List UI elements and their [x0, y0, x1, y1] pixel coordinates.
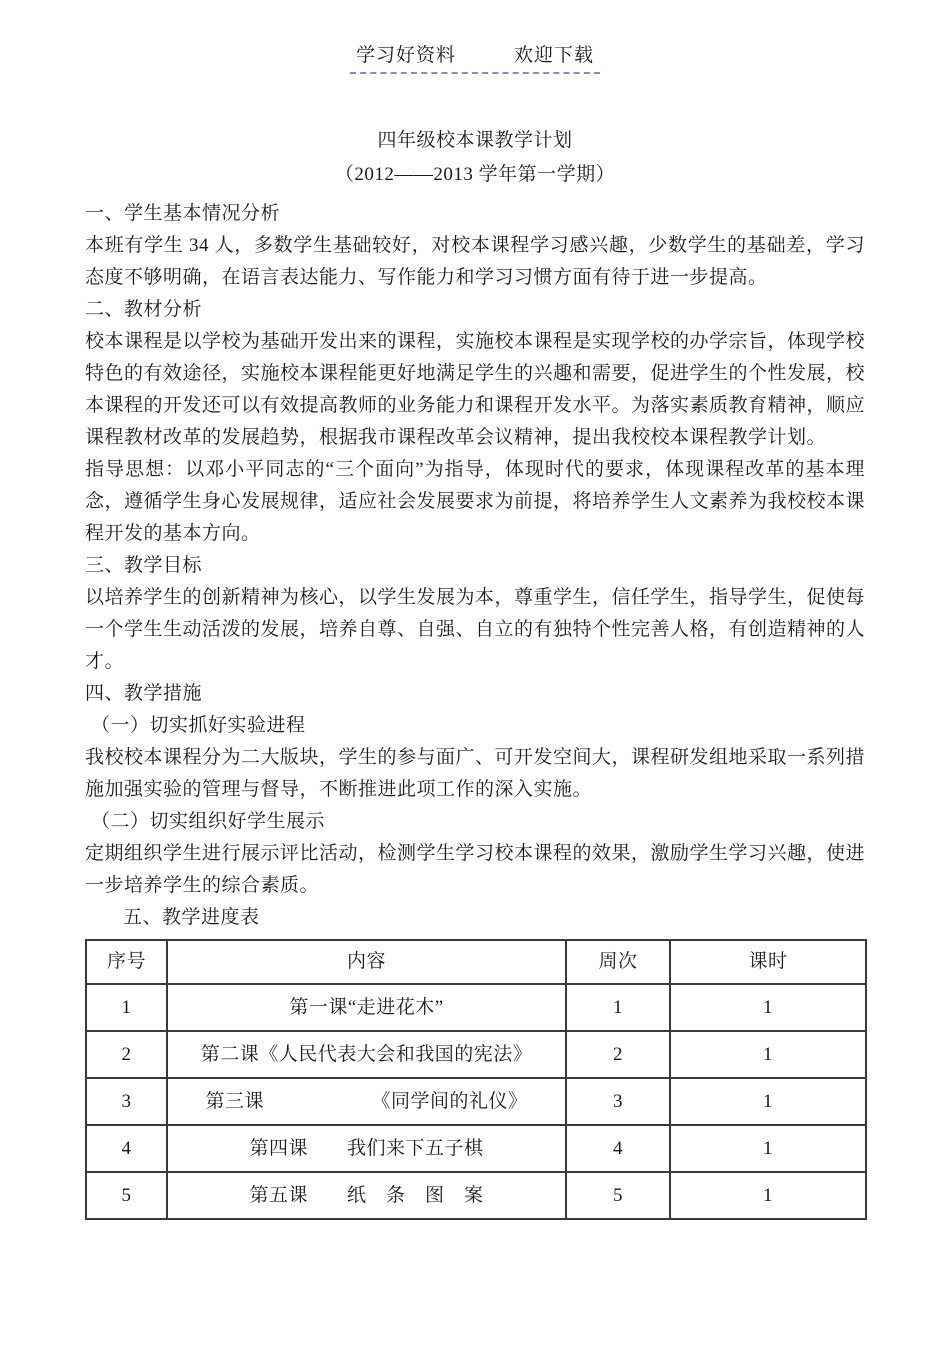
paragraph-measure-1: 我校校本课程分为二大版块，学生的参与面广、可开发空间大，课程研发组地采取一系列措施加强实验的管理与督导，不断推进此项工作的深入实施。 [85, 747, 866, 800]
section-heading-2: 二、教材分析 [85, 299, 203, 320]
cell-hours: 1 [670, 1078, 866, 1125]
cell-hours: 1 [670, 1172, 866, 1219]
cell-week: 4 [566, 1125, 670, 1172]
paragraph-guiding-ideology: 指导思想：以邓小平同志的“三个面向”为指导，体现时代的要求，体现课程改革的基本理念，遵循学生身心发展规律，适应社会发展要求为前提，将培养学生人文素养为我校校本课程开发的基本方向。 [85, 459, 866, 544]
cell-content: 第一课“走进花木” [167, 984, 566, 1031]
running-header-underline [350, 40, 600, 74]
cell-week: 3 [566, 1078, 670, 1125]
table-row [86, 1031, 866, 1078]
cell-week: 2 [566, 1031, 670, 1078]
teaching-schedule-table [85, 939, 867, 1220]
cell-content: 第二课《人民代表大会和我国的宪法》 [167, 1031, 566, 1078]
section-heading-5: 五、教学进度表 [123, 907, 260, 928]
table-row [86, 984, 866, 1031]
section-heading-4: 四、教学措施 [85, 683, 203, 704]
cell-number: 1 [86, 984, 167, 1031]
cell-week: 5 [566, 1172, 670, 1219]
page-running-header [0, 40, 950, 74]
cell-hours: 1 [670, 1125, 866, 1172]
cell-number: 5 [86, 1172, 167, 1219]
paragraph-student-analysis: 本班有学生 34 人，多数学生基础较好，对校本课程学习感兴趣，少数学生的基础差，学习态度不够明确，在语言表达能力、写作能力和学习习惯方面有待于进一步提高。 [85, 235, 865, 288]
subsection-heading-1: （一）切实抓好实验进程 [91, 715, 306, 736]
section-heading-1: 一、学生基本情况分析 [85, 203, 281, 224]
table-row [86, 1078, 866, 1125]
column-header-content: 内容 [167, 940, 566, 984]
document-subtitle: （2012——2013 学年第一学期） [334, 164, 616, 185]
column-header-number: 序号 [86, 940, 167, 984]
cell-hours: 1 [670, 1031, 866, 1078]
header-right-label: 欢迎下载 [514, 45, 595, 66]
cell-number: 3 [86, 1078, 167, 1125]
cell-content: 第三课 《同学间的礼仪》 [167, 1078, 566, 1125]
document-title: 四年级校本课教学计划 [377, 130, 573, 151]
cell-week: 1 [566, 984, 670, 1031]
body-blocks [85, 198, 865, 934]
paragraph-teaching-goals: 以培养学生的创新精神为核心，以学生发展为本，尊重学生，信任学生，指导学生，促使每一个学生生动活泼的发展，培养自尊、自强、自立的有独特个性完善人格，有创造精神的人才。 [85, 587, 866, 672]
table-row [86, 1125, 866, 1172]
column-header-hours: 课时 [670, 940, 866, 984]
table-header-row [86, 940, 866, 984]
header-left-label: 学习好资料 [355, 45, 456, 66]
paragraph-material-analysis: 校本课程是以学校为基础开发出来的课程，实施校本课程是实现学校的办学宗旨，体现学校特色的有效途径，实施校本课程能更好地满足学生的兴趣和需要，促进学生的个性发展，校本课程的开发还可以有效提高教师的业务能力和课程开发水平。为落实素质教育精神，顺应课程教材改革的发展趋势，根据我市课程改革会议精神，提出我校校本课程教学计划。 [85, 331, 866, 448]
paragraph-measure-2: 定期组织学生进行展示评比活动，检测学生学习校本课程的效果，激励学生学习兴趣，使进一步培养学生的综合素质。 [85, 843, 866, 896]
document-body [85, 124, 865, 1220]
cell-hours: 1 [670, 984, 866, 1031]
subsection-heading-2: （二）切实组织好学生展示 [91, 811, 326, 832]
section-heading-3: 三、教学目标 [85, 555, 203, 576]
column-header-week: 周次 [566, 940, 670, 984]
cell-number: 2 [86, 1031, 167, 1078]
cell-content: 第四课 我们来下五子棋 [167, 1125, 566, 1172]
cell-number: 4 [86, 1125, 167, 1172]
cell-content: 第五课 纸 条 图 案 [167, 1172, 566, 1219]
table-row [86, 1172, 866, 1219]
